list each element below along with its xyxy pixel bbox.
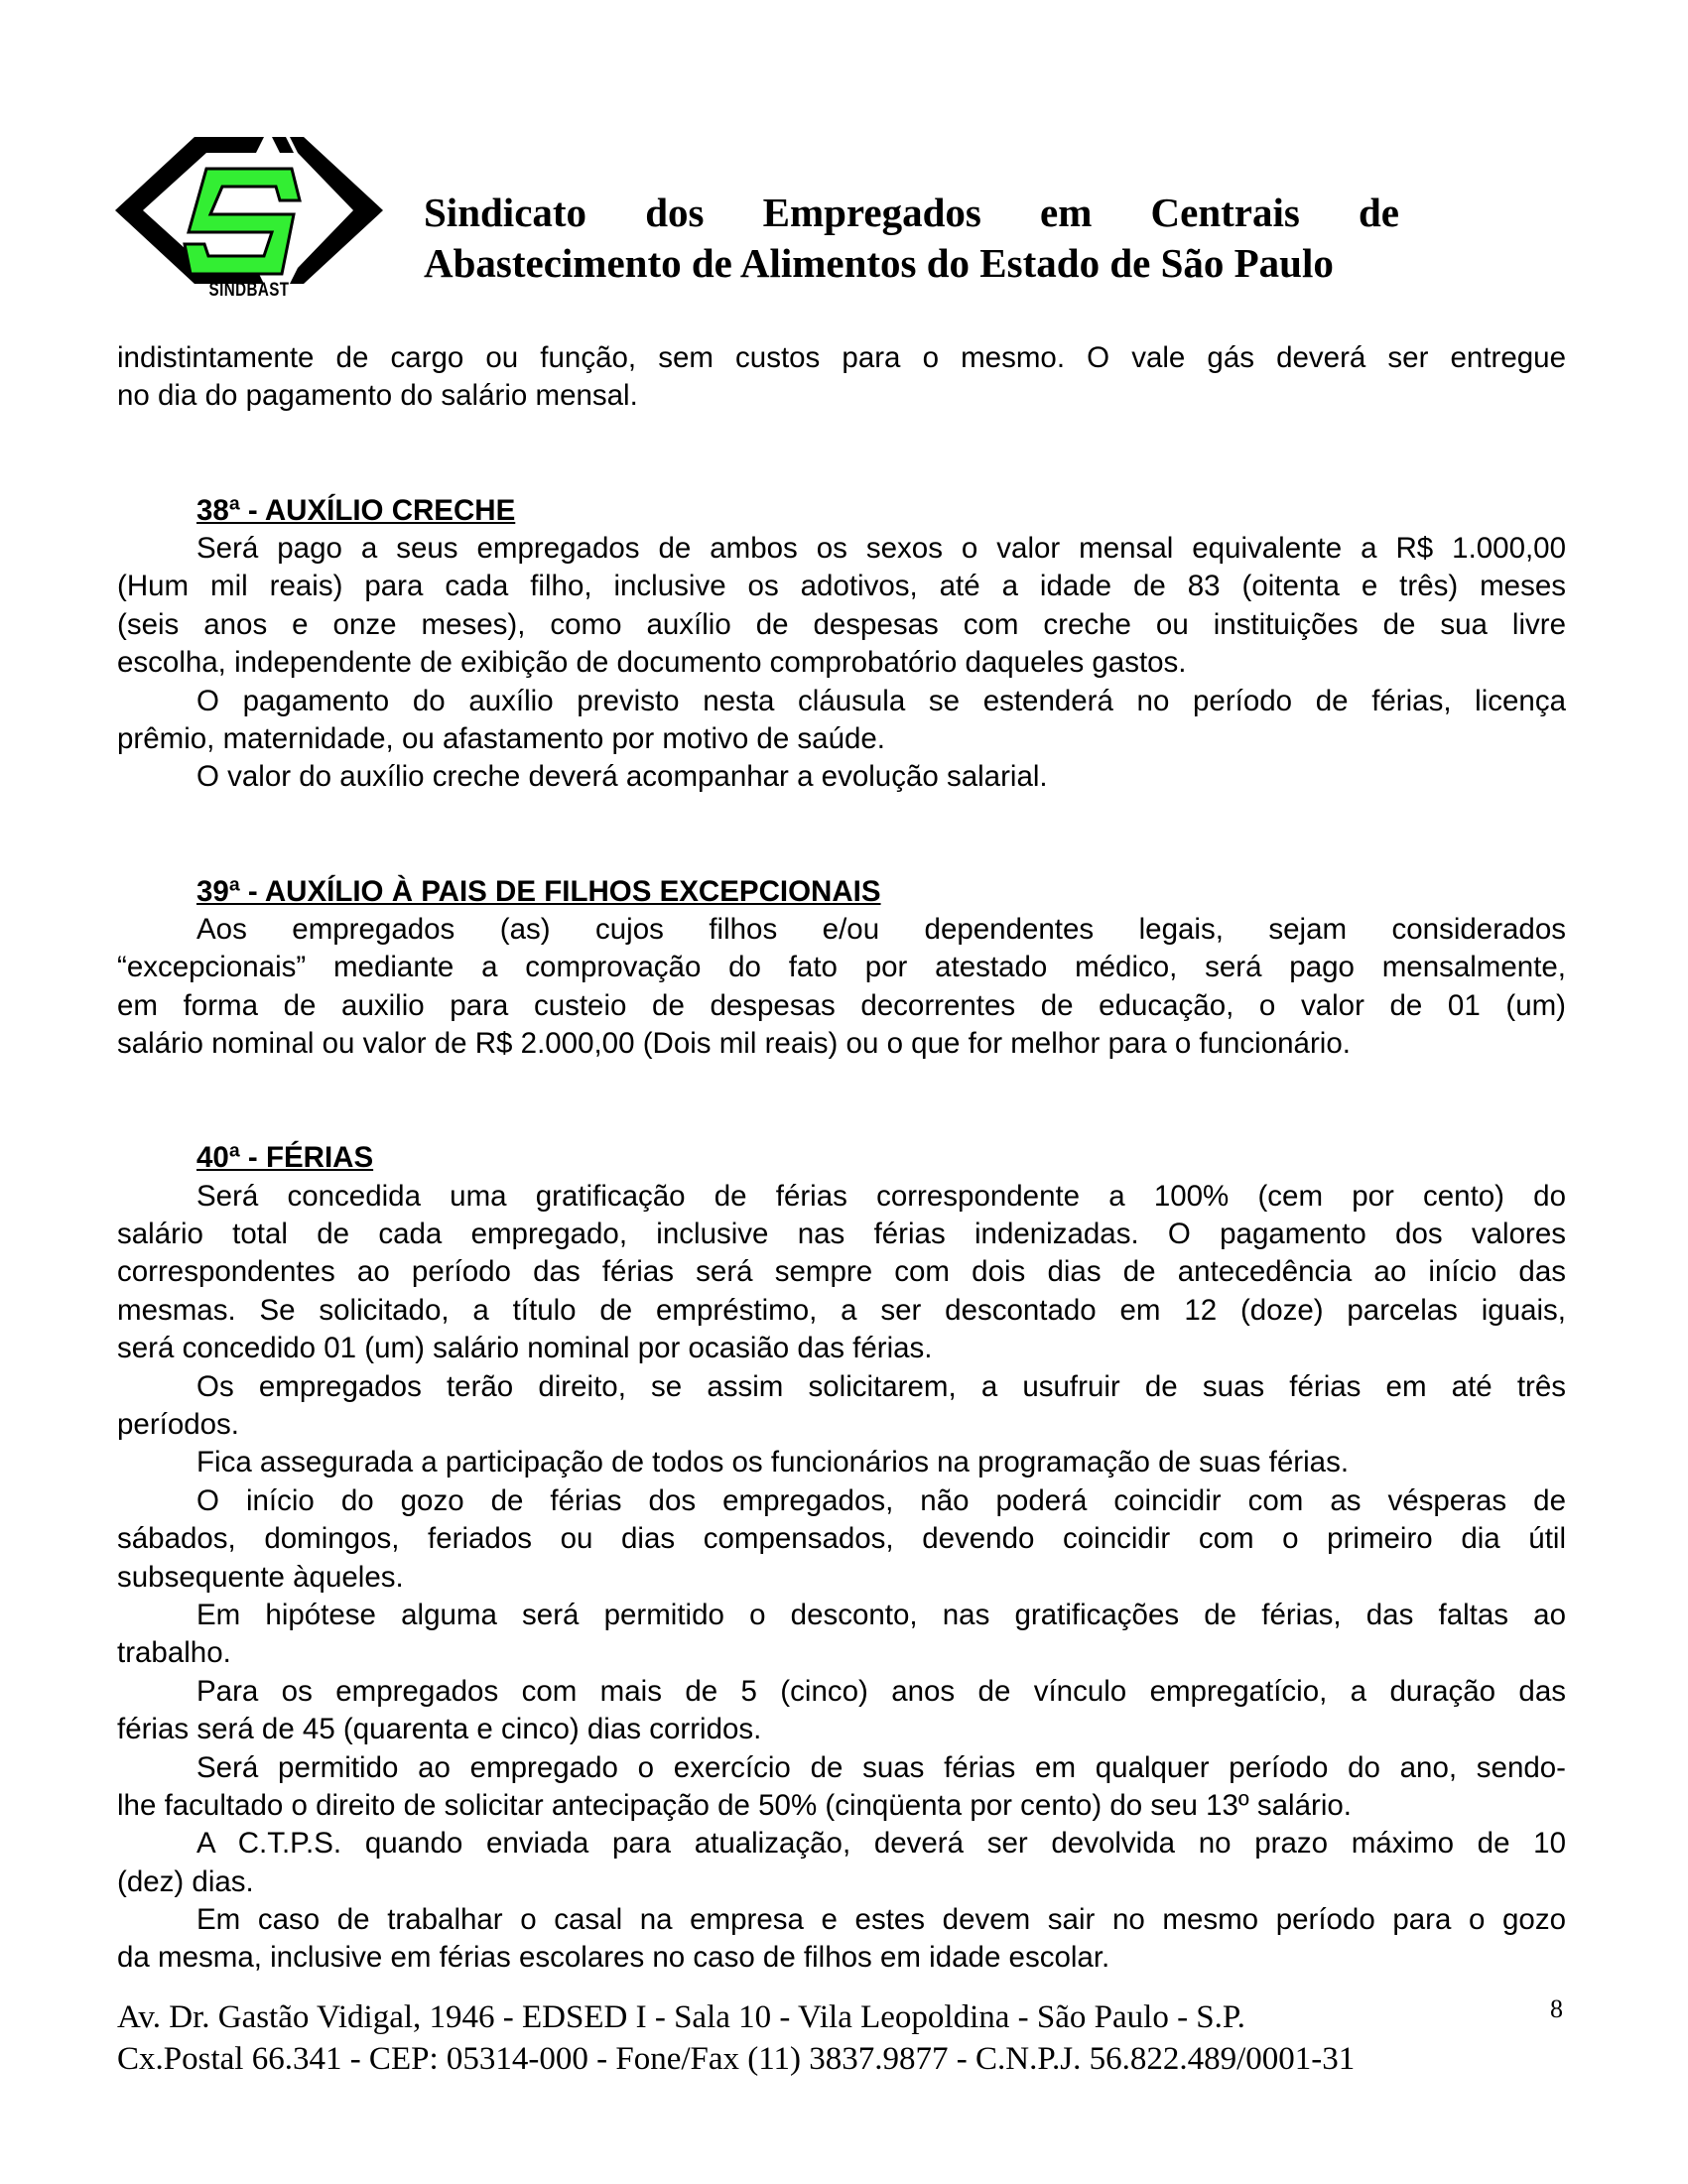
text-line: subsequente àqueles. bbox=[117, 1560, 404, 1594]
text-line: O início do gozo de férias dos empregados, não poderá coincidir com as vésperas de bbox=[196, 1483, 1566, 1517]
paragraph bbox=[117, 1178, 1566, 1368]
clause-heading-text: 40ª - FÉRIAS bbox=[196, 1141, 374, 1175]
text-line: Fica assegurada a participação de todos os funcionários na programação de suas férias. bbox=[196, 1446, 1350, 1479]
text-line: no dia do pagamento do salário mensal. bbox=[117, 379, 638, 413]
text-line: Para os empregados com mais de 5 (cinco) anos de vínculo empregatício, a duração das bbox=[196, 1674, 1566, 1708]
text-line: (seis anos e onze meses), como auxílio de despesas com creche ou instituições de sua livre bbox=[117, 607, 1566, 641]
paragraph bbox=[117, 1597, 1566, 1673]
paragraph bbox=[117, 1444, 1566, 1481]
text-line: períodos. bbox=[117, 1407, 239, 1441]
text-line: mesmas. Se solicitado, a título de empréstimo, a ser descontado em 12 (doze) parcelas iguais, bbox=[117, 1293, 1566, 1327]
paragraph bbox=[117, 1901, 1566, 1978]
text-line: “excepcionais” mediante a comprovação do fato por atestado médico, será pago mensalmente, bbox=[117, 951, 1566, 984]
text-line: (Hum mil reais) para cada filho, inclusive os adotivos, até a idade de 83 (oitenta e três) meses bbox=[117, 570, 1566, 603]
clause-heading bbox=[117, 873, 1566, 911]
text-line: Em caso de trabalhar o casal na empresa e estes devem sair no mesmo período para o gozo bbox=[196, 1903, 1566, 1937]
spacer bbox=[117, 797, 1566, 873]
paragraph bbox=[117, 1482, 1566, 1597]
clause-heading bbox=[117, 492, 1566, 530]
text-line: A C.T.P.S. quando enviada para atualização, deverá ser devolvida no prazo máximo de 10 bbox=[196, 1827, 1566, 1861]
text-line: será concedido 01 (um) salário nominal por ocasião das férias. bbox=[117, 1332, 933, 1365]
text-line: Será permitido ao empregado o exercício de suas férias em qualquer período do ano, sendo- bbox=[196, 1750, 1566, 1784]
clause-heading-text: 38ª - AUXÍLIO CRECHE bbox=[196, 493, 516, 527]
paragraph bbox=[117, 758, 1566, 796]
paragraph bbox=[117, 530, 1566, 683]
paragraph bbox=[117, 1368, 1566, 1445]
text-line: lhe facultado o direito de solicitar antecipação de 50% (cinqüenta por cento) do seu 13º salário. bbox=[117, 1788, 1352, 1822]
footer-address: Av. Dr. Gastão Vidigal, 1946 - EDSED I - Sala 10 - Vila Leopoldina - São Paulo - S.P. bbox=[117, 1999, 1245, 2035]
text-line: sábados, domingos, feriados ou dias compensados, devendo coincidir com o primeiro dia útil bbox=[117, 1522, 1566, 1556]
footer-contact: Cx.Postal 66.341 - CEP: 05314-000 - Fone/Fax (11) 3837.9877 - C.N.P.J. 56.822.489/0001-31 bbox=[117, 2041, 1356, 2077]
paragraph bbox=[117, 1749, 1566, 1826]
text-line: da mesma, inclusive em férias escolares no caso de filhos em idade escolar. bbox=[117, 1941, 1110, 1975]
spacer bbox=[117, 1063, 1566, 1139]
text-line: correspondentes ao período das férias será sempre com dois dias de antecedência ao início das bbox=[117, 1255, 1566, 1289]
text-line: trabalho. bbox=[117, 1636, 231, 1670]
text-line: prêmio, maternidade, ou afastamento por motivo de saúde. bbox=[117, 721, 886, 755]
text-line: (dez) dias. bbox=[117, 1864, 254, 1898]
text-line: Será pago a seus empregados de ambos os sexos o valor mensal equivalente a R$ 1.000,00 bbox=[196, 531, 1566, 565]
paragraph bbox=[117, 339, 1566, 416]
text-line: Aos empregados (as) cujos filhos e/ou dependentes legais, sejam considerados bbox=[196, 912, 1566, 946]
clause-heading bbox=[117, 1139, 1566, 1177]
text-line: Será concedida uma gratificação de férias correspondente a 100% (cem por cento) do bbox=[196, 1179, 1566, 1213]
organization-title-line2: Abastecimento de Alimentos do Estado de São Paulo bbox=[424, 240, 1334, 286]
paragraph bbox=[117, 1825, 1566, 1901]
paragraph bbox=[117, 683, 1566, 759]
text-line: Em hipótese alguma será permitido o desconto, nas gratificações de férias, das faltas ao bbox=[196, 1598, 1566, 1631]
clause-heading-text: 39ª - AUXÍLIO À PAIS DE FILHOS EXCEPCIONAIS bbox=[196, 874, 881, 908]
paragraph bbox=[117, 1673, 1566, 1749]
organization-title-line1: Sindicato dos Empregados em Centrais de bbox=[424, 190, 1399, 235]
text-line: indistintamente de cargo ou função, sem custos para o mesmo. O vale gás deverá ser entregue bbox=[117, 341, 1566, 374]
sindbast-logo bbox=[115, 129, 383, 303]
text-line: férias será de 45 (quarenta e cinco) dias corridos. bbox=[117, 1713, 762, 1746]
document-body bbox=[117, 339, 1566, 1978]
page-number: 8 bbox=[1550, 1994, 1563, 2023]
paragraph bbox=[117, 911, 1566, 1064]
text-line: O pagamento do auxílio previsto nesta cláusula se estenderá no período de férias, licença bbox=[196, 684, 1566, 717]
logo-text: SINDBAST bbox=[208, 280, 290, 301]
text-line: salário nominal ou valor de R$ 2.000,00 (Dois mil reais) ou o que for melhor para o funcionário. bbox=[117, 1027, 1351, 1061]
text-line: escolha, independente de exibição de documento comprobatório daqueles gastos. bbox=[117, 646, 1187, 680]
text-line: O valor do auxílio creche deverá acompanhar a evolução salarial. bbox=[196, 760, 1048, 794]
text-line: salário total de cada empregado, inclusive nas férias indenizadas. O pagamento dos valores bbox=[117, 1218, 1566, 1251]
text-line: Os empregados terão direito, se assim solicitarem, a usufruir de suas férias em até três bbox=[196, 1369, 1566, 1403]
text-line: em forma de auxilio para custeio de despesas decorrentes de educação, o valor de 01 (um) bbox=[117, 988, 1566, 1022]
spacer bbox=[117, 416, 1566, 492]
